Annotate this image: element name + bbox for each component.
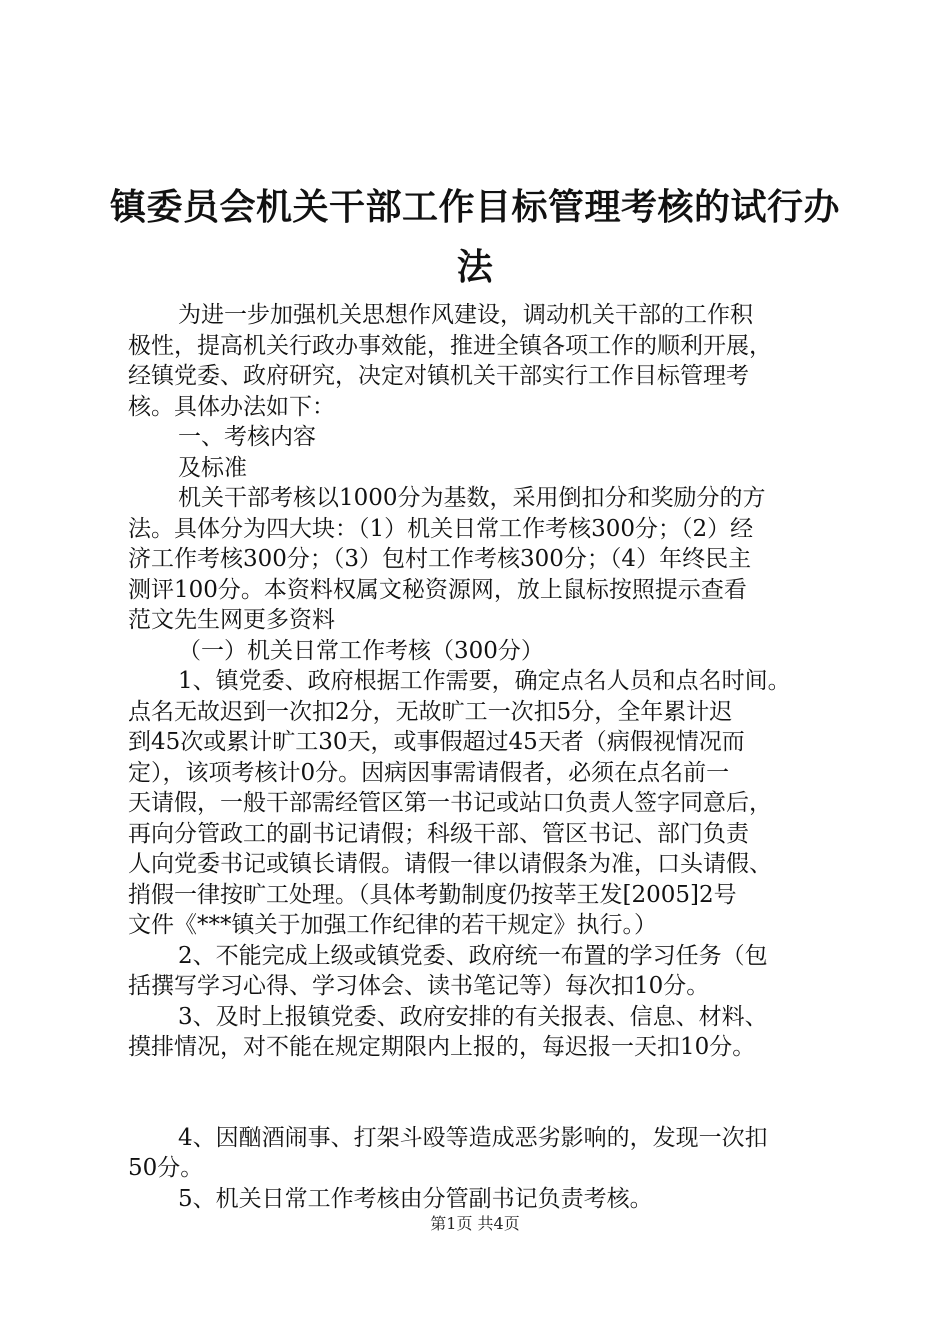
paragraph-line: 5、机关日常工作考核由分管副书记负责考核。: [178, 1185, 653, 1212]
paragraph-line: 核。具体办法如下：: [128, 393, 335, 420]
paragraph-line: 1、镇党委、政府根据工作需要，确定点名人员和点名时间。: [178, 668, 791, 694]
document-title-line-2: 法: [456, 247, 494, 288]
paragraph-line: 法。具体分为四大块：（1）机关日常工作考核300分；（2）经: [128, 515, 754, 542]
paragraph-line: 测评100分。本资料权属文秘资源网，放上鼠标按照提示查看: [128, 576, 747, 603]
section-heading-continued: 及标准: [178, 454, 247, 481]
paragraph-line: 4、因酗酒闹事、打架斗殴等造成恶劣影响的，发现一次扣: [178, 1124, 768, 1151]
paragraph-line: 经镇党委、政府研究，决定对镇机关干部实行工作目标管理考: [128, 363, 749, 389]
document-title-line-1: 镇委员会机关干部工作目标管理考核的试行办: [110, 187, 841, 228]
paragraph-line: 为进一步加强机关思想作风建设，调动机关干部的工作积: [178, 302, 753, 328]
paragraph-line: 50分。: [128, 1155, 204, 1181]
paragraph-line: 到45次或累计旷工30天，或事假超过45天者（病假视情况而: [128, 729, 745, 755]
paragraph-line: 2、不能完成上级或镇党委、政府统一布置的学习任务（包: [178, 942, 768, 969]
paragraph-line: 摸排情况，对不能在规定期限内上报的，每迟报一天扣10分。: [128, 1034, 756, 1060]
paragraph-line: 捎假一律按旷工处理。（具体考勤制度仍按莘王发[2005]2号: [128, 881, 737, 908]
paragraph-line: 天请假，一般干部需经管区第一书记或站口负责人签字同意后，: [128, 790, 772, 816]
paragraph-line: 点名无故迟到一次扣2分，无故旷工一次扣5分，全年累计迟: [128, 698, 733, 725]
paragraph-line: 再向分管政工的副书记请假；科级干部、管区书记、部门负责: [128, 820, 749, 847]
paragraph-line: 范文先生网更多资料: [128, 607, 335, 633]
paragraph-line: 定），该项考核计0分。因病因事需请假者，必须在点名前一: [128, 759, 730, 786]
page-footer: 第1页 共4页: [430, 1214, 520, 1233]
paragraph-line: 括撰写学习心得、学习体会、读书笔记等）每次扣10分。: [128, 973, 710, 999]
paragraph-line: 人向党委书记或镇长请假。请假一律以请假条为准，口头请假、: [128, 851, 772, 877]
paragraph-line: 文件《***镇关于加强工作纪律的若干规定》执行。）: [128, 912, 657, 938]
section-heading: 一、考核内容: [178, 424, 316, 450]
paragraph-line: 极性，提高机关行政办事效能，推进全镇各项工作的顺利开展，: [128, 332, 772, 359]
paragraph-line: 济工作考核300分；（3）包村工作考核300分；（4）年终民主: [128, 546, 752, 572]
paragraph-line: 机关干部考核以1000分为基数，采用倒扣分和奖励分的方: [178, 485, 766, 511]
paragraph-line: 3、及时上报镇党委、政府安排的有关报表、信息、材料、: [178, 1003, 768, 1030]
document-body: [128, 300, 850, 1214]
subsection-heading: （一）机关日常工作考核（300分）: [178, 637, 544, 664]
paragraph-gap: [128, 1063, 850, 1123]
